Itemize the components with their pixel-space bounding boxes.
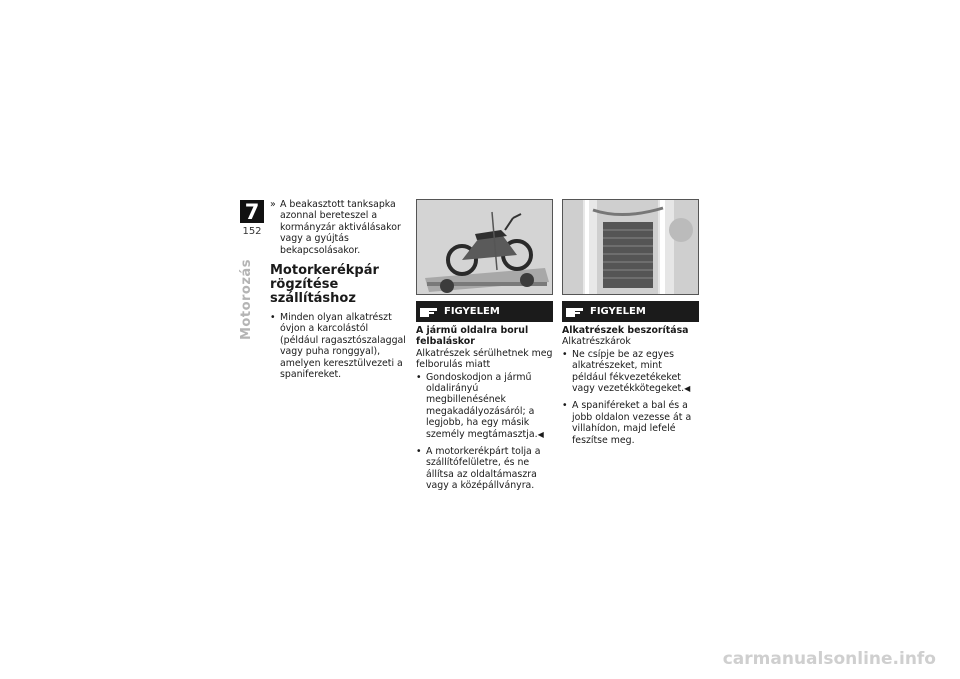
text-column-3: [562, 199, 699, 452]
bullet-marker: •: [562, 348, 568, 360]
warning-title: Alkatrészek beszorítása: [562, 325, 689, 336]
list-item: [562, 400, 699, 446]
warning-banner: [562, 301, 699, 322]
list-item: [270, 312, 408, 380]
list-item-text: A spaniféreket a bal és a jobb oldalon vezesse át a villahídon, majd lefelé feszítse meg.: [572, 400, 692, 446]
warning-text: Alkatrészkárok: [562, 336, 631, 348]
list-item-text: A motorkerékpárt tolja a szállítófelületre, és ne állítsa az oldaltámaszra vagy a középállványra.: [426, 446, 541, 492]
result-marker: »: [270, 199, 276, 210]
chapter-number-badge: 7: [240, 200, 264, 223]
fork-radiator-illustration: [563, 200, 698, 294]
motorcycle-trailer-illustration: [417, 200, 552, 294]
fork-radiator-photo: [562, 199, 699, 295]
list-item-text: Minden olyan alkatrészt óvjon a karcolástól (például ragasztószalaggal vagy puha ronggyal), amelyen keresztülvezeti a spanifereket.: [280, 312, 406, 381]
intro-paragraph: [270, 199, 408, 256]
section-heading: Motorkerékpár rögzítése szállításhoz: [270, 263, 379, 307]
page-number: 152: [242, 226, 262, 237]
list-item-text: Gondoskodjon a jármű oldalirányú megbillenésének megakadályozásáról; a legjobb, ha egy másik személy megtámasztja.: [426, 371, 538, 440]
end-marker: ◀: [537, 429, 544, 439]
list-item: [562, 349, 699, 395]
list-item: [416, 446, 553, 492]
end-marker: ◀: [684, 384, 691, 394]
bullet-marker: •: [416, 371, 422, 383]
hand-pointer-icon: [566, 305, 584, 319]
bullet-marker: •: [270, 312, 276, 324]
warning-label: FIGYELEM: [590, 305, 646, 317]
warning-title: A jármű oldalra borul felbaláskor: [416, 325, 529, 348]
list-item-text: Ne csípje be az egyes alkatrészeket, mint például fékvezetékeket vagy vezetékkötegeket.: [572, 348, 685, 395]
text-column-2: [416, 199, 553, 498]
warning-label: FIGYELEM: [444, 305, 500, 317]
list-item: [416, 372, 553, 440]
section-side-label: Motorozás: [239, 259, 254, 340]
text-column-1: [270, 199, 408, 386]
watermark: carmanualsonline.info: [722, 649, 936, 669]
intro-text: A beakasztott tanksapka azonnal bereteszel a kormányzár aktiválásakor vagy a gyújtás bekapcsolásakor.: [280, 199, 401, 256]
bullet-marker: •: [416, 446, 422, 458]
bullet-marker: •: [562, 400, 568, 412]
hand-pointer-icon: [420, 305, 438, 319]
warning-banner: [416, 301, 553, 322]
motorcycle-trailer-photo: [416, 199, 553, 295]
warning-text: Alkatrészek sérülhetnek meg felborulás miatt: [416, 347, 553, 371]
